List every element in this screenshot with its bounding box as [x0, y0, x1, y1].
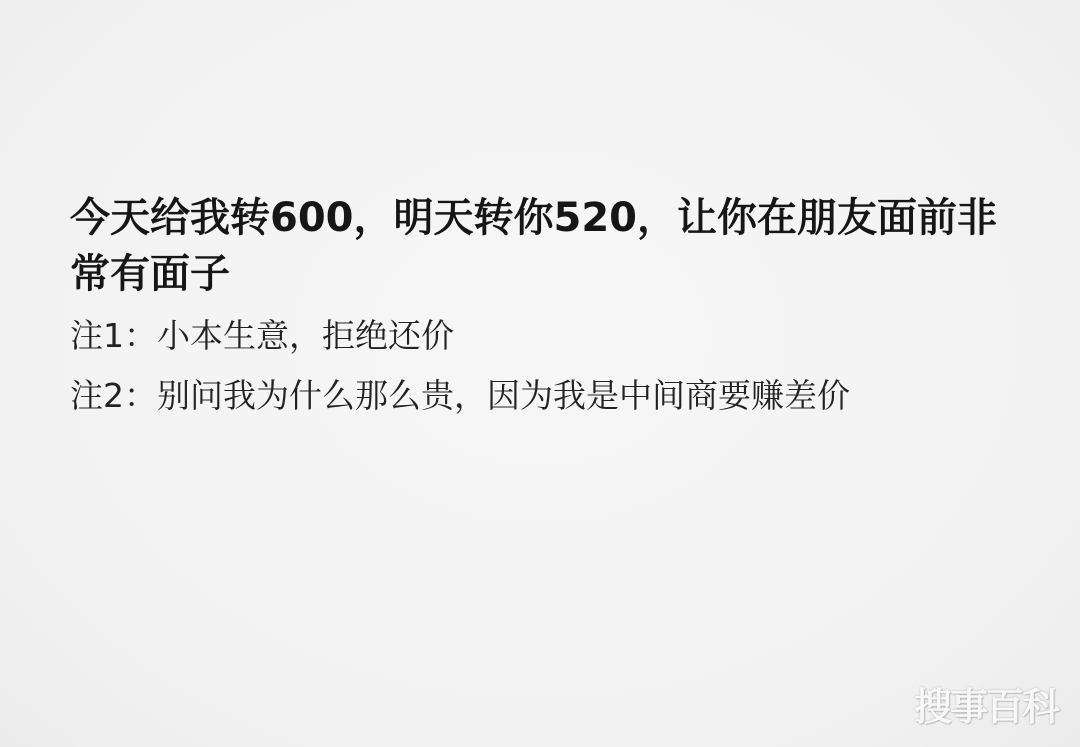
- text-block: [70, 190, 1020, 426]
- note-2: 注2：别问我为什么那么贵，因为我是中间商要赚差价: [70, 376, 850, 415]
- note-1: 注1：小本生意，拒绝还价: [70, 316, 454, 355]
- watermark-logo: 搜事百科: [913, 685, 1058, 729]
- headline-text: 今天给我转600，明天转你520，让你在朋友面前非常有面子: [70, 195, 997, 297]
